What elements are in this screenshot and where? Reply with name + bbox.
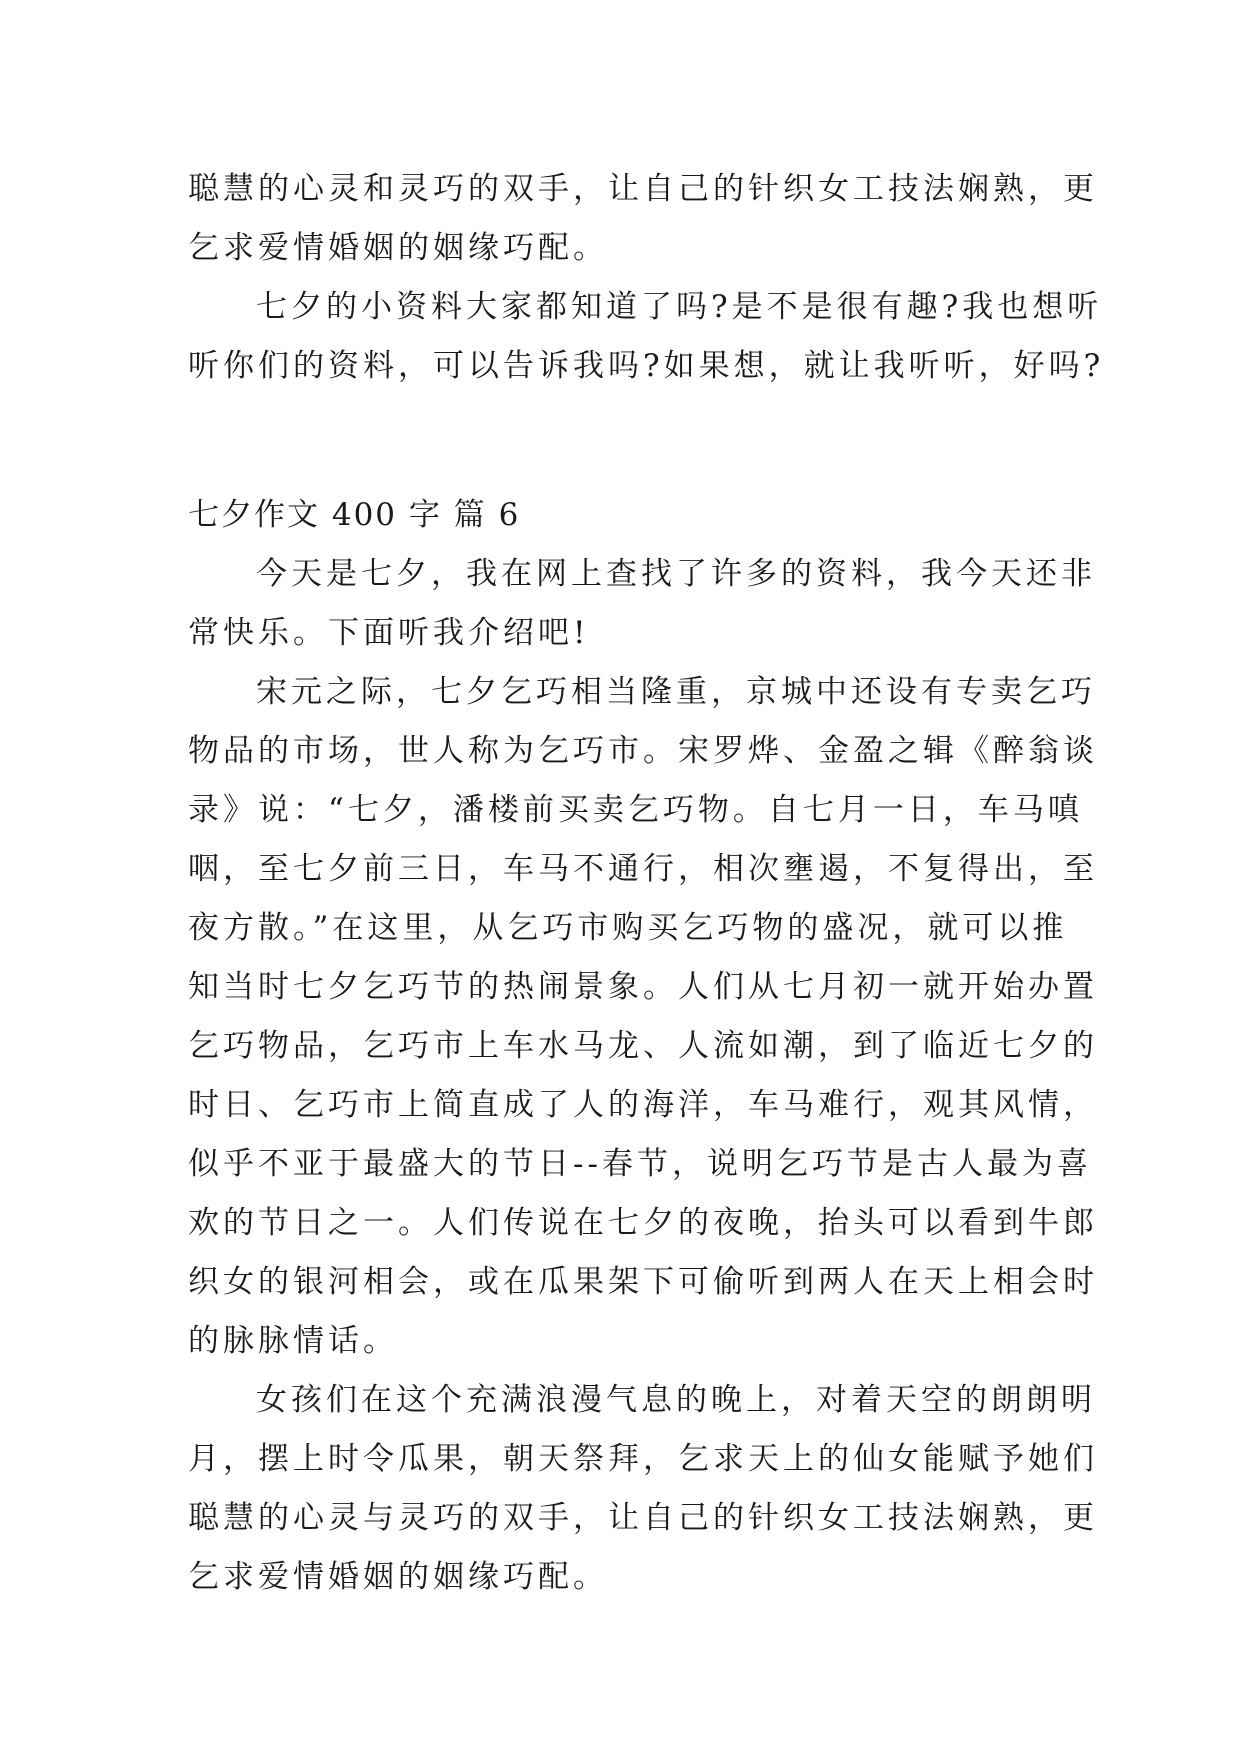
paragraph-intro (188, 545, 1096, 663)
text-line: 七夕的小资料大家都知道了吗?是不是很有趣?我也想听 (256, 289, 1103, 325)
text-line: 乞求爱情婚姻的姻缘巧配。 (188, 1559, 608, 1595)
text-line: 织女的银河相会，或在瓜果架下可偷听到两人在天上相会时 (188, 1264, 1098, 1300)
text-line: 听你们的资料，可以告诉我吗?如果想，就让我听听，好吗? (188, 348, 1105, 384)
text-line: 时日、乞巧市上简直成了人的海洋，车马难行，观其风情， (188, 1087, 1098, 1123)
paragraph-history (188, 663, 1098, 1371)
carryover-paragraph (188, 160, 1098, 278)
text-line: 知当时七夕乞巧节的热闹景象。人们从七月初一就开始办置 (188, 969, 1098, 1005)
paragraph-girls (188, 1371, 1098, 1607)
text-line: 宋元之际，七夕乞巧相当隆重，京城中还设有专卖乞巧 (256, 674, 1096, 710)
section-gap (188, 396, 1058, 486)
text-line: 咽，至七夕前三日，车马不通行，相次壅遏，不复得出，至 (188, 851, 1098, 887)
text-line: 聪慧的心灵与灵巧的双手，让自己的针织女工技法娴熟，更 (188, 1500, 1098, 1536)
text-line: 女孩们在这个充满浪漫气息的晚上，对着天空的朗朗明 (256, 1382, 1096, 1418)
text-line: 乞求爱情婚姻的姻缘巧配。 (188, 230, 608, 266)
text-line: 夜方散。”在这里，从乞巧市购买乞巧物的盛况，就可以推 (188, 910, 1068, 946)
text-line: 物品的市场，世人称为乞巧市。宋罗烨、金盈之辑《醉翁谈 (188, 733, 1098, 769)
text-line: 的脉脉情话。 (188, 1323, 398, 1359)
text-line: 月，摆上时令瓜果，朝天祭拜，乞求天上的仙女能赋予她们 (188, 1441, 1098, 1477)
text-line: 今天是七夕，我在网上查找了许多的资料，我今天还非 (256, 556, 1096, 592)
text-line: 录》说：“七夕，潘楼前买卖乞巧物。自七月一日，车马嗔 (188, 792, 1083, 828)
text-line: 乞巧物品，乞巧市上车水马龙、人流如潮，到了临近七夕的 (188, 1028, 1098, 1064)
text-line: 常快乐。下面听我介绍吧! (188, 615, 590, 651)
closing-paragraph (188, 278, 1105, 396)
text-line: 似乎不亚于最盛大的节日--春节，说明乞巧节是古人最为喜 (188, 1146, 1092, 1182)
section-title: 七夕作文 400 字 篇 6 (188, 497, 521, 533)
text-line: 聪慧的心灵和灵巧的双手，让自己的针织女工技法娴熟，更 (188, 171, 1098, 207)
text-line: 欢的节日之一。人们传说在七夕的夜晚，抬头可以看到牛郎 (188, 1205, 1098, 1241)
document-page (188, 160, 1105, 1607)
